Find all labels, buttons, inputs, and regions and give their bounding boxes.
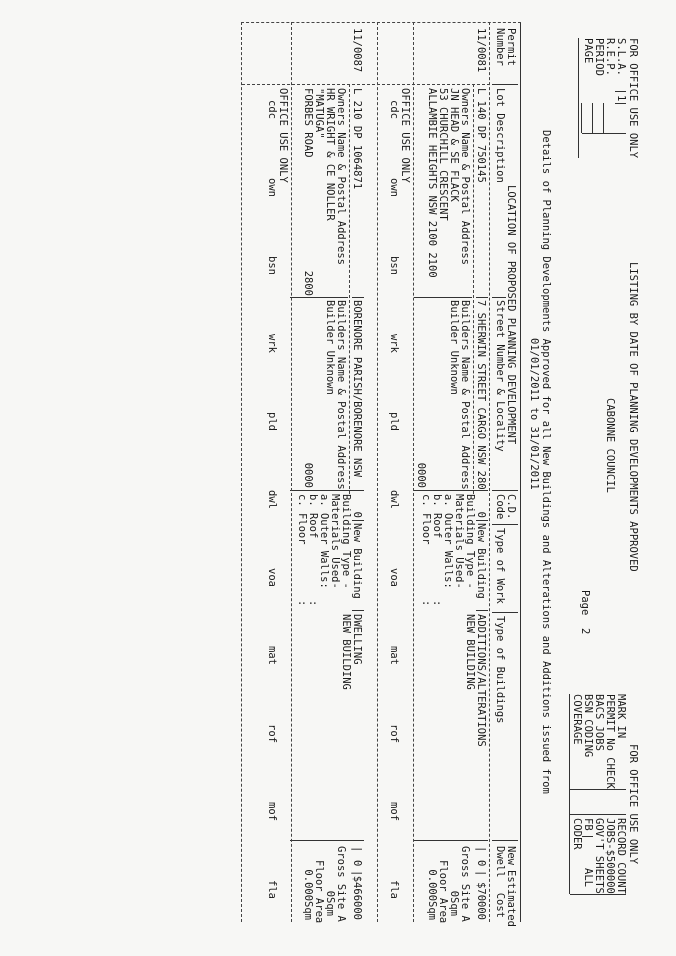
rep-underline (603, 103, 604, 133)
builders-divider (290, 297, 348, 298)
building-type-label: Building Type - (340, 494, 352, 589)
code-cdc: cdc (266, 100, 278, 119)
sla-box-right (615, 103, 626, 104)
office-right-border (570, 894, 626, 895)
office-left-title: FOR OFFICE USE ONLY (627, 38, 639, 159)
materials-label: Materials Used- (329, 494, 341, 589)
street-locality: 7 SHERWIN STREET CARGO NSW 280 (475, 300, 487, 490)
code-own: own (266, 178, 278, 197)
office-use-title: OFFICE USE ONLY (277, 88, 289, 183)
dwell-close: | (475, 870, 487, 877)
report-title: LISTING BY DATE OF PLANNING DEVELOPMENTS APPROVED (627, 262, 639, 572)
col-divider-lot (492, 297, 506, 298)
page-underline (581, 103, 582, 133)
record-bottom-rule (291, 22, 292, 922)
sla-box-left (615, 91, 626, 92)
code-rof: rof (388, 724, 400, 743)
code-dwl: dwl (266, 490, 278, 509)
col-divider-permit (492, 84, 518, 85)
office-right-bacs-jobs: BACS JOBS (593, 694, 605, 751)
code-dwl: dwl (388, 490, 400, 509)
material-roof-colon: : (431, 600, 443, 607)
col-divider-street (492, 490, 518, 491)
material-roof: b. Roof (307, 494, 319, 539)
material-floor: c. Floor (420, 494, 432, 545)
owners-label: Owners Name & Postal Address (335, 88, 347, 266)
owner-postcode: 2800 (302, 270, 314, 296)
lot-rule (473, 84, 474, 494)
type-of-buildings: ADDITIONS/ALTERATIONS (475, 614, 487, 747)
col-permit: Permit (505, 28, 517, 66)
office-right-mark-in: MARK IN (615, 694, 627, 739)
col-street: Street Number & Locality (494, 300, 506, 452)
cd-divider (414, 490, 488, 491)
code-wrk: wrk (388, 334, 400, 353)
new-dwell: 0 (351, 860, 363, 867)
material-walls: a. Outer Walls: (442, 494, 454, 589)
owner-line-1: JN HEAD & SE FLACK (448, 88, 460, 202)
period-underline (592, 103, 593, 133)
office-use-rule (241, 22, 242, 922)
office-left-item-sla: S.L.A. (615, 38, 627, 76)
gross-site-label: Gross Site A (335, 846, 347, 922)
street-locality: BORENORE PARISH/BORENORE NSW (351, 300, 363, 478)
owner-line-2: "MATUGA" (313, 88, 325, 139)
office-right-rule (569, 694, 570, 894)
col-type-of-work: Type of Work (494, 528, 506, 604)
code-pld: pld (266, 412, 278, 431)
code-cdc: cdc (388, 100, 400, 119)
code-fla: fla (388, 880, 400, 899)
cd-code: 0 (475, 511, 487, 518)
office-left-item-rep: R.E.P. (604, 38, 616, 76)
permit-number: 11/0081 (475, 28, 487, 73)
sla-box-value: 1 (615, 95, 627, 102)
office-right-divider-1 (570, 789, 626, 790)
dwell-divider (414, 840, 488, 841)
office-right-divider-2 (570, 814, 626, 815)
col-divider-buildings (492, 840, 518, 841)
col-lot: Lot Description (494, 88, 506, 183)
type-of-work: New Building (475, 523, 487, 599)
lot-rule (349, 84, 350, 494)
gross-site-value: 0Sqm (324, 890, 336, 916)
code-fla: fla (266, 880, 278, 899)
dwell-open: | (475, 846, 487, 853)
col-cost: Cost (494, 892, 506, 918)
office-use-rule (377, 22, 378, 922)
builder-postcode: 0000 (415, 462, 427, 488)
work-divider (476, 520, 488, 521)
code-voa: voa (388, 568, 400, 587)
cd-code: 0 (351, 511, 363, 518)
header-top-rule (520, 22, 521, 922)
table-left-border (241, 22, 521, 23)
code-mat: mat (266, 646, 278, 665)
building-type-label: Building Type - (464, 494, 476, 589)
material-walls: a. Outer Walls: (318, 494, 330, 589)
owner-line-2: 53 CHURCHILL CRESCENT (437, 88, 449, 221)
floor-area-value: 0.000Sqm (302, 869, 314, 920)
estimated-cost: $466000 (351, 875, 363, 920)
material-roof: b. Roof (431, 494, 443, 539)
report-subtitle: Details of Planning Developments Approved for all New Buildings and Alterations and Additions issued from (540, 130, 552, 794)
material-roof-colon: : (307, 600, 319, 607)
floor-area-value: 0.000Sqm (426, 869, 438, 920)
building-type: NEW BUILDING (340, 614, 352, 690)
street-divider (476, 297, 488, 298)
col-number: Number (494, 28, 506, 66)
floor-area-label: Floor Area (437, 860, 449, 924)
gross-site-label: Gross Site A (459, 846, 471, 922)
code-mat: mat (388, 646, 400, 665)
cd-divider (290, 490, 364, 491)
building-type: NEW BUILDING (464, 614, 476, 690)
code-wrk: wrk (266, 334, 278, 353)
fb-divider (582, 836, 593, 837)
floor-area-label: Floor Area (313, 860, 325, 924)
code-pld: pld (388, 412, 400, 431)
new-dwell: 0 (475, 860, 487, 867)
builders-divider (414, 297, 472, 298)
dwell-divider (290, 840, 364, 841)
office-right-title: FOR OFFICE USE ONLY (627, 744, 639, 865)
col-divider-cd-top (506, 524, 518, 525)
builder-name: Builder Unknown (324, 300, 336, 395)
office-left-item-period: PERIOD (593, 38, 605, 76)
code-mof: mof (388, 802, 400, 821)
office-right-jobs-500000: JOBS-$500000 (604, 818, 616, 894)
permit-number: 11/0087 (351, 28, 363, 73)
lot-description: L 210 DP 1064871 (351, 88, 363, 190)
dwell-close: | (351, 870, 363, 877)
owner-line-3: ALLAMBIE HEIGHTS NSW 2100 2100 (426, 88, 438, 278)
office-left-rule (578, 38, 579, 158)
office-right-bsn-coding: BSN CODING (582, 694, 594, 758)
builders-label: Builders Name & Postal Address (335, 300, 347, 490)
dwell-open: | (351, 846, 363, 853)
lot-description: L 140 DP 750145 (475, 88, 487, 183)
builders-label: Builders Name & Postal Address (459, 300, 471, 490)
office-right-govt-sheets: GOV'T SHEETS (593, 818, 605, 894)
permit-column-border (242, 84, 490, 85)
col-new: New (505, 846, 517, 865)
report-date-range: 01/01/2011 to 31/01/2011 (528, 338, 540, 490)
col-cd: C.D. (505, 494, 517, 520)
work-divider (352, 520, 364, 521)
estimated-cost: $70000 (475, 882, 487, 920)
code-bsn: bsn (388, 256, 400, 275)
code-voa: voa (266, 568, 278, 587)
office-left-divider (582, 133, 626, 134)
builder-postcode: 0000 (302, 462, 314, 488)
council-name: CABONNE COUNCIL (604, 398, 616, 493)
buildings-divider (352, 610, 364, 611)
type-of-buildings: DWELLING (351, 614, 363, 665)
office-right-coverage: COVERAGE (571, 694, 583, 745)
gross-site-value: 0Sqm (448, 890, 460, 916)
owner-line-1: HR WRIGHT & CE NOLLER (324, 88, 336, 221)
materials-label: Materials Used- (453, 494, 465, 589)
office-right-record-count: RECORD COUNT (615, 818, 627, 894)
code-own: own (388, 178, 400, 197)
office-left-item-page: PAGE (582, 38, 594, 64)
office-right-coder: CODER (571, 818, 583, 850)
office-use-title: OFFICE USE ONLY (399, 88, 411, 183)
office-right-permit-check: PERMIT No CHECK (604, 694, 616, 789)
col-dwell: Dwell (494, 846, 506, 878)
office-right-fb: FB (582, 818, 594, 831)
owners-label: Owners Name & Postal Address (459, 88, 471, 266)
page-label: Page (579, 590, 591, 616)
street-divider (352, 297, 364, 298)
code-rof: rof (266, 724, 278, 743)
page-number: 2 (579, 628, 591, 635)
header-bottom-rule (489, 22, 490, 922)
col-code: Code (494, 494, 506, 520)
code-bsn: bsn (266, 256, 278, 275)
col-type-of-buildings: Type of Buildings (494, 616, 506, 724)
col-divider-code (492, 524, 506, 525)
office-right-all: ALL (582, 868, 594, 887)
buildings-divider (476, 610, 488, 611)
col-location-title: LOCATION OF PROPOSED PLANNING DEVELOPMENT (505, 185, 517, 445)
col-divider-work (492, 612, 518, 613)
code-mof: mof (266, 802, 278, 821)
material-floor: c. Floor (296, 494, 308, 545)
builder-name: Builder Unknown (448, 300, 460, 395)
material-floor-colon: : (420, 600, 432, 607)
type-of-work: New Building (351, 523, 363, 599)
owner-line-3: FORBES ROAD (302, 88, 314, 158)
record-bottom-rule (413, 22, 414, 922)
col-estimated: Estimated (505, 870, 517, 927)
material-floor-colon: : (296, 600, 308, 607)
